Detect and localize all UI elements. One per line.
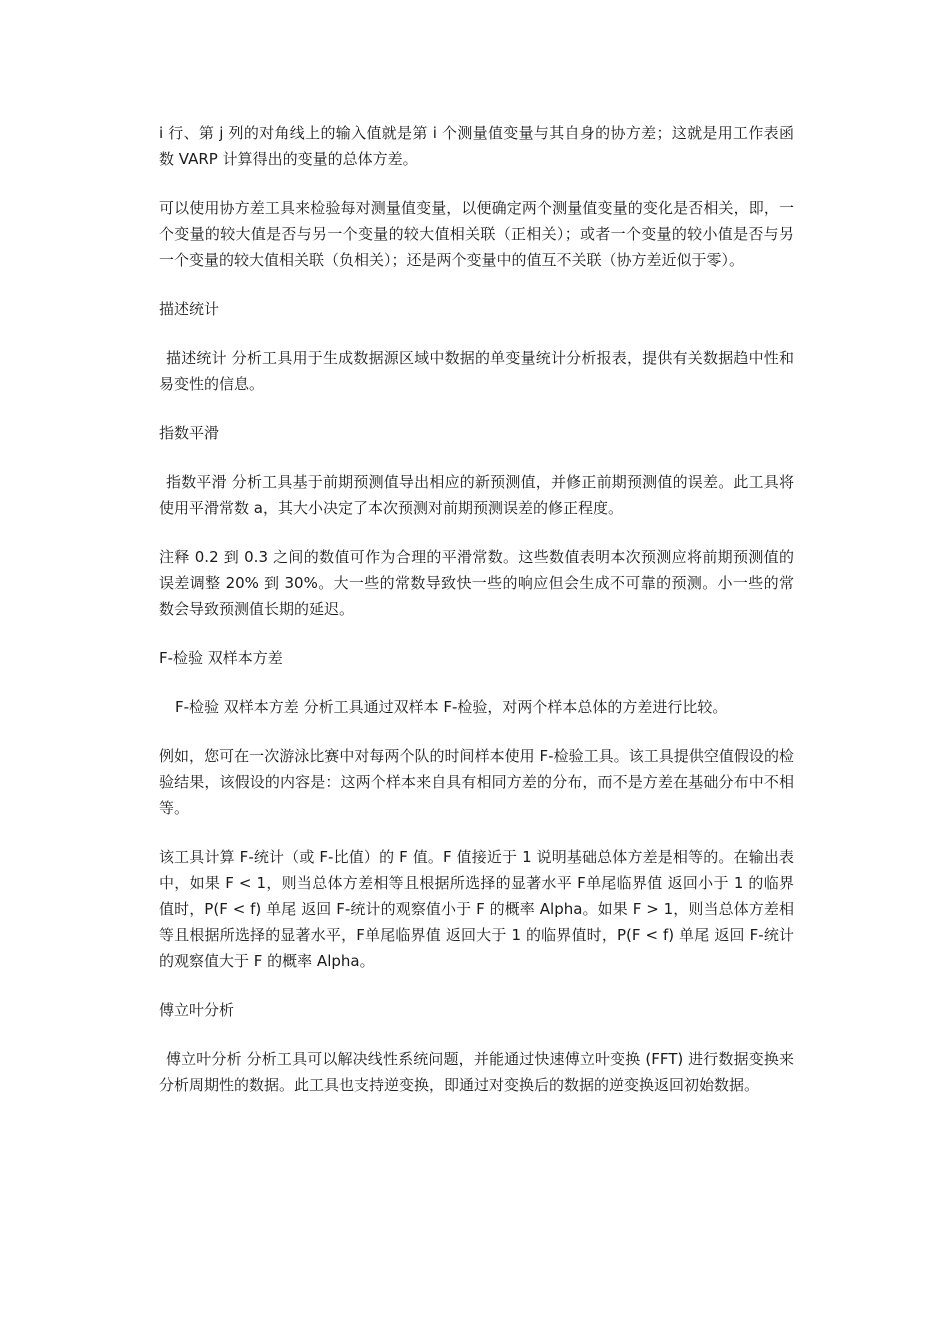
paragraph-fourier-analysis: 傅立叶分析 分析工具可以解决线性系统问题，并能通过快速傅立叶变换 (FFT) 进行数据变换来分析周期性的数据。此工具也支持逆变换，即通过对变换后的数据的逆变换返回初始数据。	[159, 1050, 794, 1094]
heading-f-test: F-检验 双样本方差	[159, 649, 283, 667]
paragraph-f-test-description: F-检验 双样本方差 分析工具通过双样本 F-检验，对两个样本总体的方差进行比较。	[175, 698, 728, 716]
paragraph-covariance-diagonal: i 行、第 j 列的对角线上的输入值就是第 i 个测量值变量与其自身的协方差；这就是用工作表函数 VARP 计算得出的变量的总体方差。	[159, 124, 794, 168]
heading-exponential-smoothing: 指数平滑	[159, 424, 220, 442]
paragraph-covariance-usage: 可以使用协方差工具来检验每对测量值变量，以便确定两个测量值变量的变化是否相关，即，一个变量的较大值是否与另一个变量的较大值相关联（正相关）；或者一个变量的较小值是否与另一个变量的较大值相关联（负相关）；还是两个变量中的值互不关联（协方差近似于零）。	[159, 199, 794, 269]
paragraph-f-test-calculation: 该工具计算 F-统计（或 F-比值）的 F 值。F 值接近于 1 说明基础总体方差是相等的。在输出表中，如果 F < 1，则当总体方差相等且根据所选择的显著水平 F单尾临界值 返回小于 1 的临界值时，P(F < f) 单尾 返回 F-统计的观察值小于 F 的概率 Alpha。如果 F > 1，则当总体方差相等且根据所选择的显著水平，F单尾临界值 返回大于 1 的临界值时，P(F < f) 单尾 返回 F-统计的观察值大于 F 的概率 Alpha。	[159, 848, 794, 970]
heading-fourier-analysis: 傅立叶分析	[159, 1001, 235, 1019]
heading-descriptive-statistics: 描述统计	[159, 300, 220, 318]
paragraph-f-test-example: 例如，您可在一次游泳比赛中对每两个队的时间样本使用 F-检验工具。该工具提供空值假设的检验结果，该假设的内容是：这两个样本来自具有相同方差的分布，而不是方差在基础分布中不相等。	[159, 747, 794, 817]
document-body	[159, 120, 794, 1121]
paragraph-descriptive-statistics: 描述统计 分析工具用于生成数据源区域中数据的单变量统计分析报表，提供有关数据趋中性和易变性的信息。	[159, 349, 794, 393]
paragraph-smoothing-note: 注释 0.2 到 0.3 之间的数值可作为合理的平滑常数。这些数值表明本次预测应将前期预测值的误差调整 20% 到 30%。大一些的常数导致快一些的响应但会生成不可靠的预测。小一些的常数会导致预测值长期的延迟。	[159, 548, 794, 618]
paragraph-exponential-smoothing: 指数平滑 分析工具基于前期预测值导出相应的新预测值，并修正前期预测值的误差。此工具将使用平滑常数 a，其大小决定了本次预测对前期预测误差的修正程度。	[159, 473, 794, 517]
